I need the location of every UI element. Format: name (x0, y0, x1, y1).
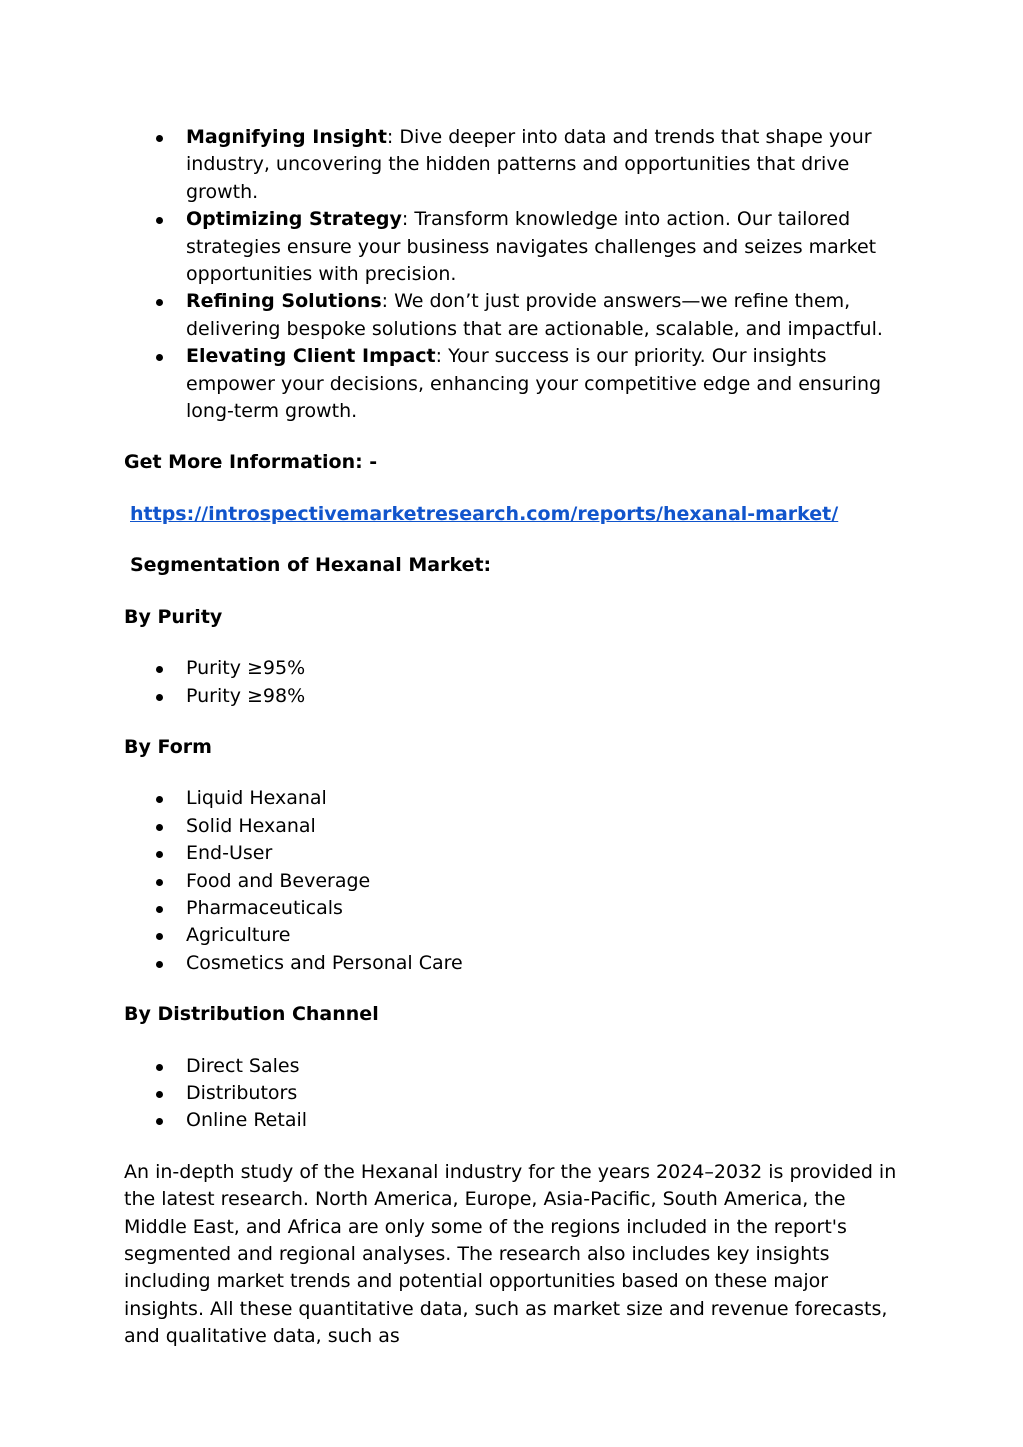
segmentation-title: Segmentation of Hexanal Market: (130, 554, 492, 577)
section-heading-purity: By Purity (124, 605, 223, 628)
report-link[interactable]: https://introspectivemarketresearch.com/reports/hexanal-market/ (130, 502, 839, 525)
intro-bullet-item (124, 288, 904, 343)
bullet-icon (156, 824, 163, 831)
list-item (124, 895, 904, 922)
purity-list (124, 655, 904, 710)
list-item-text: Solid Hexanal (186, 814, 316, 837)
distribution-list (124, 1053, 904, 1135)
list-item-text: Food and Beverage (186, 869, 371, 892)
list-item (124, 1107, 904, 1134)
intro-bullet-item (124, 206, 904, 288)
list-item-text: Cosmetics and Personal Care (186, 951, 463, 974)
closing-paragraph: An in-depth study of the Hexanal industry for the years 2024–2032 is provided in the latest research. North America, Europe, Asia-Pacific, South America, the Middle East, and Africa are only some of the regions included in the report's segmented and regional analyses. The research also includes key insights including market trends and potential opportunities based on these major insights. All these quantitative data, such as market size and revenue forecasts, and qualitative data, such as (124, 1160, 897, 1348)
list-item (124, 785, 904, 812)
bullet-text: : Your success is our priority. Our insights empower your decisions, enhancing your competitive edge and ensuring long-term growth. (186, 345, 882, 423)
bullet-term: Refining Solutions (186, 290, 382, 313)
bullet-icon (156, 906, 163, 913)
list-item-text: Pharmaceuticals (186, 896, 343, 919)
bullet-icon (156, 851, 163, 858)
list-item (124, 813, 904, 840)
intro-bullet-list (124, 124, 904, 425)
bullet-term: Elevating Client Impact (186, 345, 436, 368)
bullet-icon (156, 933, 163, 940)
list-item (124, 922, 904, 949)
document-page (124, 124, 904, 1351)
bullet-text: : Transform knowledge into action. Our tailored strategies ensure your business navigates challenges and seizes market opportunities with precision. (186, 208, 877, 286)
bullet-icon (156, 354, 163, 361)
bullet-icon (156, 1091, 163, 1098)
list-item (124, 868, 904, 895)
list-item-text: Distributors (186, 1081, 298, 1104)
bullet-term: Optimizing Strategy (186, 208, 402, 231)
bullet-icon (156, 1118, 163, 1125)
bullet-text: : Dive deeper into data and trends that shape your industry, uncovering the hidden patterns and opportunities that drive growth. (186, 126, 872, 203)
list-item (124, 840, 904, 867)
bullet-term: Magnifying Insight (186, 126, 387, 148)
more-info-label: Get More Information: - (124, 451, 378, 474)
section-heading-form: By Form (124, 735, 212, 758)
bullet-icon (156, 1064, 163, 1071)
list-item-text: Agriculture (186, 924, 291, 947)
bullet-text: : We don’t just provide answers—we refine them, delivering bespoke solutions that are actionable, scalable, and impactful. (186, 290, 883, 340)
section-heading-distribution: By Distribution Channel (124, 1003, 379, 1026)
bullet-icon (156, 796, 163, 803)
bullet-icon (156, 299, 163, 306)
list-item (124, 655, 904, 682)
bullet-icon (156, 217, 163, 224)
list-item-text: Purity ≥98% (186, 684, 306, 707)
bullet-icon (156, 694, 163, 701)
list-item-text: Online Retail (186, 1109, 308, 1132)
list-item (124, 1080, 904, 1107)
list-item (124, 950, 904, 977)
list-item-text: Liquid Hexanal (186, 787, 327, 810)
bullet-icon (156, 135, 163, 142)
list-item-text: Direct Sales (186, 1054, 300, 1077)
bullet-icon (156, 879, 163, 886)
list-item (124, 1053, 904, 1080)
bullet-icon (156, 666, 163, 673)
list-item-text: Purity ≥95% (186, 657, 306, 680)
list-item-text: End-User (186, 842, 273, 865)
list-item (124, 683, 904, 710)
intro-bullet-item (124, 124, 904, 206)
intro-bullet-item (124, 343, 904, 425)
form-list (124, 785, 904, 977)
bullet-icon (156, 961, 163, 968)
